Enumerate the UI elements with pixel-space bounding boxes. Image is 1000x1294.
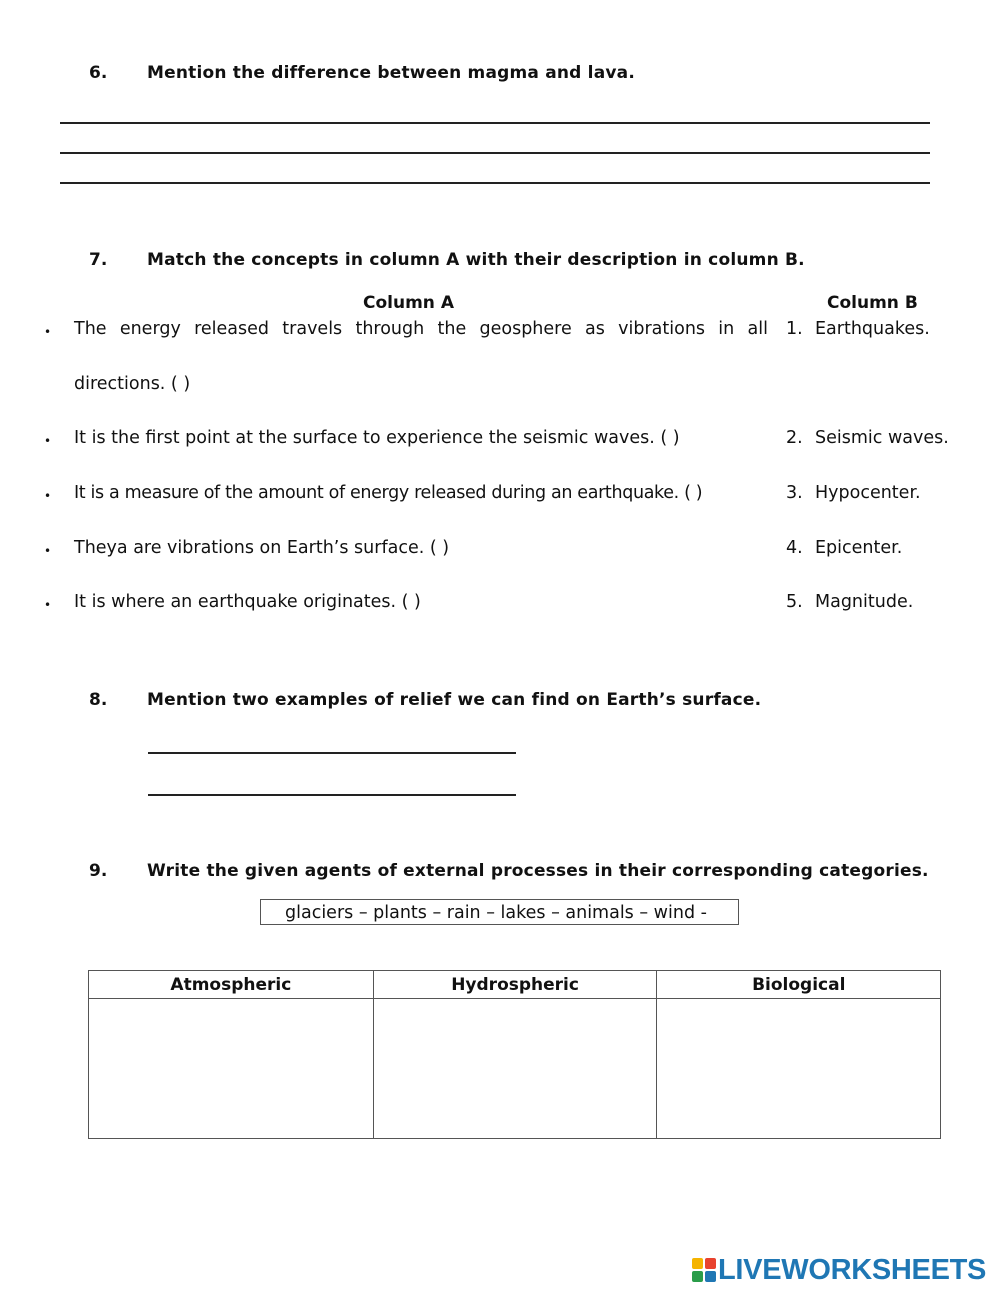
biological-answer-cell[interactable] xyxy=(657,999,941,1139)
category-table xyxy=(88,970,941,1139)
bullet-icon: • xyxy=(44,544,52,558)
q6-number: 6. xyxy=(89,63,108,83)
q9-prompt: Write the given agents of external processes in their corresponding categories. xyxy=(147,861,929,881)
column-b-header: Column B xyxy=(827,293,918,313)
column-b-number-3: 3. xyxy=(786,483,803,503)
liveworksheets-logo-icon xyxy=(692,1258,716,1282)
q7-prompt: Match the concepts in column A with their description in column B. xyxy=(147,250,805,270)
q9-number: 9. xyxy=(89,861,108,881)
bullet-icon: • xyxy=(44,434,52,448)
column-a-item-4[interactable]: Theya are vibrations on Earth’s surface. ( ) xyxy=(74,538,450,558)
q6-answer-line-2[interactable] xyxy=(60,152,930,154)
header-atmospheric: Atmospheric xyxy=(89,971,374,999)
column-b-item-3: Hypocenter. xyxy=(815,483,921,503)
column-a-header: Column A xyxy=(363,293,454,313)
column-a-item-1-continued[interactable]: directions. ( ) xyxy=(74,374,191,394)
column-a-item-1: The energy released travels through the geosphere as vibrations in all xyxy=(74,319,768,339)
column-b-item-2: Seismic waves. xyxy=(815,428,949,448)
q7-number: 7. xyxy=(89,250,108,270)
bullet-icon: • xyxy=(44,598,52,612)
liveworksheets-logo xyxy=(692,1254,990,1284)
q8-answer-line-1[interactable] xyxy=(148,752,516,754)
bullet-icon: • xyxy=(44,489,52,503)
q6-prompt: Mention the difference between magma and lava. xyxy=(147,63,635,83)
hydrospheric-answer-cell[interactable] xyxy=(373,999,657,1139)
column-b-item-5: Magnitude. xyxy=(815,592,914,612)
column-a-item-5[interactable]: It is where an earthquake originates. ( ) xyxy=(74,592,421,612)
column-b-number-1: 1. xyxy=(786,319,803,339)
atmospheric-answer-cell[interactable] xyxy=(89,999,374,1139)
q8-prompt: Mention two examples of relief we can find on Earth’s surface. xyxy=(147,690,762,710)
column-b-number-5: 5. xyxy=(786,592,803,612)
brand-name: LIVEWORKSHEETS xyxy=(718,1254,987,1286)
bullet-icon: • xyxy=(44,325,52,339)
q6-answer-line-1[interactable] xyxy=(60,122,930,124)
q6-answer-line-3[interactable] xyxy=(60,182,930,184)
column-a-item-3[interactable]: It is a measure of the amount of energy released during an earthquake. ( ) xyxy=(74,483,703,503)
column-b-number-2: 2. xyxy=(786,428,803,448)
header-hydrospheric: Hydrospheric xyxy=(373,971,657,999)
header-biological: Biological xyxy=(657,971,941,999)
column-b-item-4: Epicenter. xyxy=(815,538,903,558)
column-b-item-1: Earthquakes. xyxy=(815,319,930,339)
q8-number: 8. xyxy=(89,690,108,710)
column-a-item-2[interactable]: It is the first point at the surface to experience the seismic waves. ( ) xyxy=(74,428,680,448)
q8-answer-line-2[interactable] xyxy=(148,794,516,796)
column-b-number-4: 4. xyxy=(786,538,803,558)
word-bank: glaciers – plants – rain – lakes – animals – wind - xyxy=(260,899,739,925)
